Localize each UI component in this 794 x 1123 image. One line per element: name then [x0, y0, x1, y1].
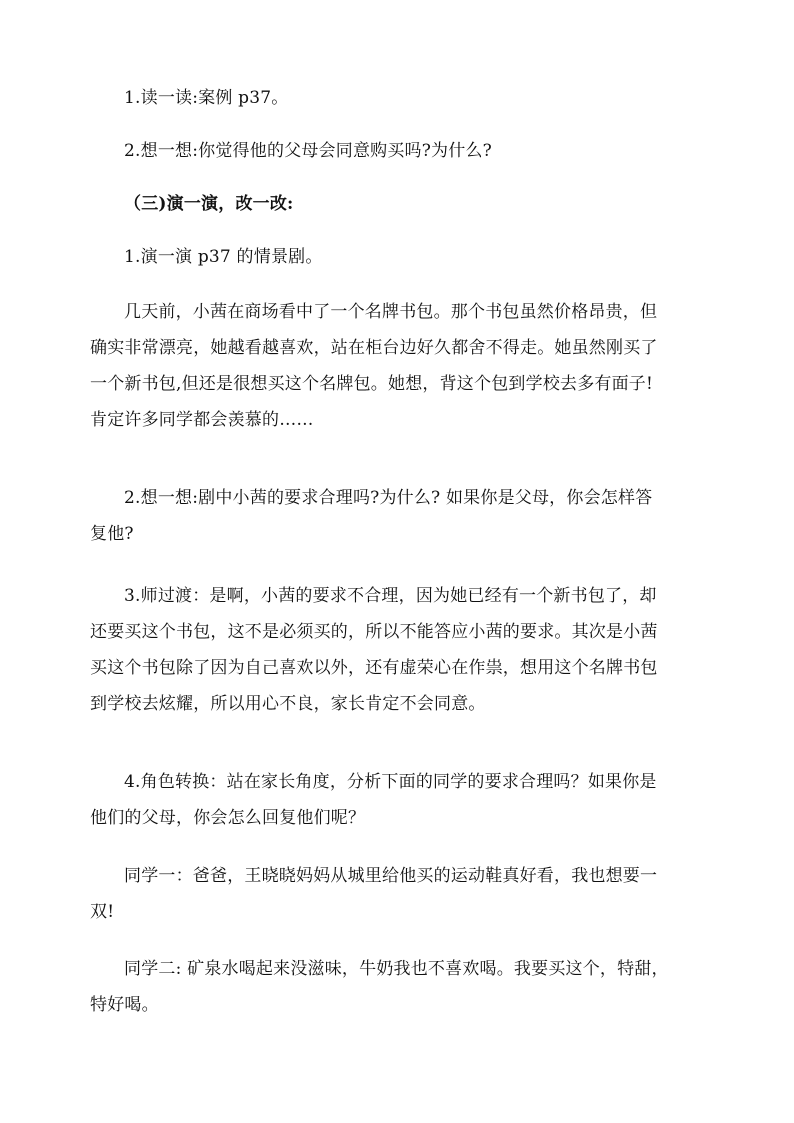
- text-line: 几天前，小茜在商场看中了一个名牌书包。那个书包虽然价格昂贵，但: [124, 302, 658, 322]
- item-think-reasonable: [90, 480, 710, 552]
- text-line: 双!: [90, 902, 115, 922]
- text-line: 2.想一想:你觉得他的父母会同意购买吗?为什么?: [124, 141, 492, 161]
- text-line: 他们的父母，你会怎么回复他们呢？: [90, 808, 366, 828]
- item-read-case: [90, 80, 710, 116]
- text-line: 同学二: 矿泉水喝起来没滋味，牛奶我也不喜欢喝。我要买这个，特甜，: [124, 959, 669, 979]
- text-line: 同学一：爸爸，王晓晓妈妈从城里给他买的运动鞋真好看，我也想要一: [124, 866, 658, 886]
- text-line: 确实非常漂亮，她越看越喜欢，站在柜台边好久都舍不得走。她虽然刚买了: [90, 338, 658, 358]
- text-line: 还要买这个书包，这不是必须买的，所以不能答应小茜的要求。其次是小茜: [90, 622, 658, 642]
- text-line: 1.读一读:案例 p37。: [124, 88, 289, 108]
- item-teacher-transition: [90, 578, 710, 722]
- text-line: 特好喝。: [90, 995, 159, 1015]
- student-one-request: [90, 858, 710, 930]
- item-role-switch: [90, 764, 710, 836]
- student-two-request: [90, 951, 710, 1023]
- text-line: 4.角色转换：站在家长角度，分析下面的同学的要求合理吗？如果你是: [124, 772, 657, 792]
- section-heading-act-and-change: [90, 186, 710, 222]
- item-act-scene: [90, 239, 710, 275]
- item-think-parents: [90, 133, 710, 169]
- text-line: 到学校去炫耀，所以用心不良，家长肯定不会同意。: [90, 694, 486, 714]
- text-line: 复他?: [90, 524, 134, 544]
- story-paragraph: [90, 294, 710, 438]
- text-line: 3.师过渡：是啊，小茜的要求不合理，因为她已经有一个新书包了，却: [124, 586, 657, 606]
- text-line: （三)演一演，改一改:: [124, 194, 294, 214]
- text-line: 买这个书包除了因为自己喜欢以外，还有虚荣心在作祟，想用这个名牌书包: [90, 658, 658, 678]
- text-line: 肯定许多同学都会羡慕的……: [90, 410, 314, 430]
- text-line: 1.演一演 p37 的情景剧。: [124, 247, 323, 267]
- text-line: 一个新书包,但还是很想买这个名牌包。她想，背这个包到学校去多有面子!: [90, 374, 654, 394]
- text-line: 2.想一想:剧中小茜的要求合理吗?为什么? 如果你是父母，你会怎样答: [124, 488, 653, 508]
